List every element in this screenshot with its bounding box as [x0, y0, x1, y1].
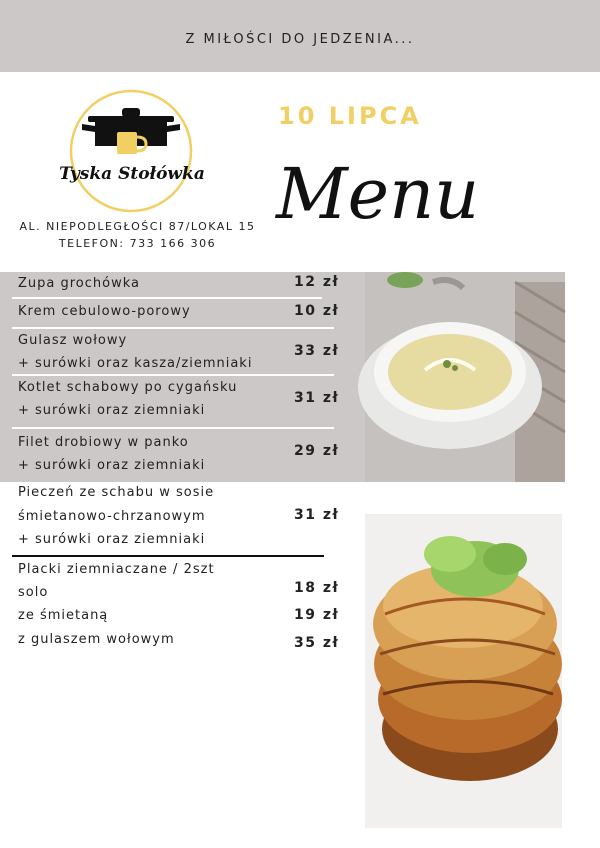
menu-item-sides: + surówki oraz kasza/ziemniaki [18, 356, 253, 371]
menu-item-price: 33 zł [294, 343, 340, 359]
divider [12, 297, 322, 299]
menu-item-name: Zupa grochówka [18, 276, 140, 291]
menu-item-sides: + surówki oraz ziemniaki [18, 458, 206, 473]
menu-title [276, 140, 480, 250]
soup-bowl-photo [365, 272, 565, 482]
menu-item-name: Gulasz wołowy [18, 333, 128, 348]
menu-item-sides: + surówki oraz ziemniaki [18, 403, 206, 418]
tagline: Z MIŁOŚCI DO JEDZENIA... [185, 32, 415, 47]
menu-item-price: 29 zł [294, 443, 340, 459]
potato-pancakes-photo [365, 514, 562, 828]
divider [12, 555, 324, 557]
pot-and-cup-icon [68, 88, 194, 214]
phone: TELEFON: 733 166 306 [58, 237, 217, 250]
placki-price: 19 zł [294, 607, 340, 623]
menu-item-name: Pieczeń ze schabu w sosie [18, 485, 215, 500]
placki-option: ze śmietaną [18, 608, 109, 623]
menu-item-price: 31 zł [294, 507, 340, 523]
menu-item-price: 31 zł [294, 390, 340, 406]
menu-item-name: Filet drobiowy w panko [18, 435, 189, 450]
placki-price: 35 zł [294, 635, 340, 651]
menu-item-name: Krem cebulowo-porowy [18, 304, 191, 319]
menu-item-price: 10 zł [294, 303, 340, 319]
placki-option: z gulaszem wołowym [18, 632, 175, 647]
placki-price: 18 zł [294, 580, 340, 596]
placki-title: Placki ziemniaczane / 2szt [18, 562, 215, 577]
divider [12, 427, 334, 429]
menu-item-price: 12 zł [294, 274, 340, 290]
menu-date: 10 LIPCA [278, 102, 422, 130]
placki-option: solo [18, 585, 49, 600]
menu-title-text: Menu [276, 153, 480, 235]
brand-name: Tyska Stołówka [59, 164, 205, 184]
menu-item-name: Kotlet schabowy po cygańsku [18, 380, 238, 395]
menu-item-sides: + surówki oraz ziemniaki [18, 532, 206, 547]
menu-item-name-cont: śmietanowo-chrzanowym [18, 509, 206, 524]
address: AL. NIEPODLEGŁOŚCI 87/LOKAL 15 [19, 220, 256, 233]
divider [12, 327, 334, 329]
